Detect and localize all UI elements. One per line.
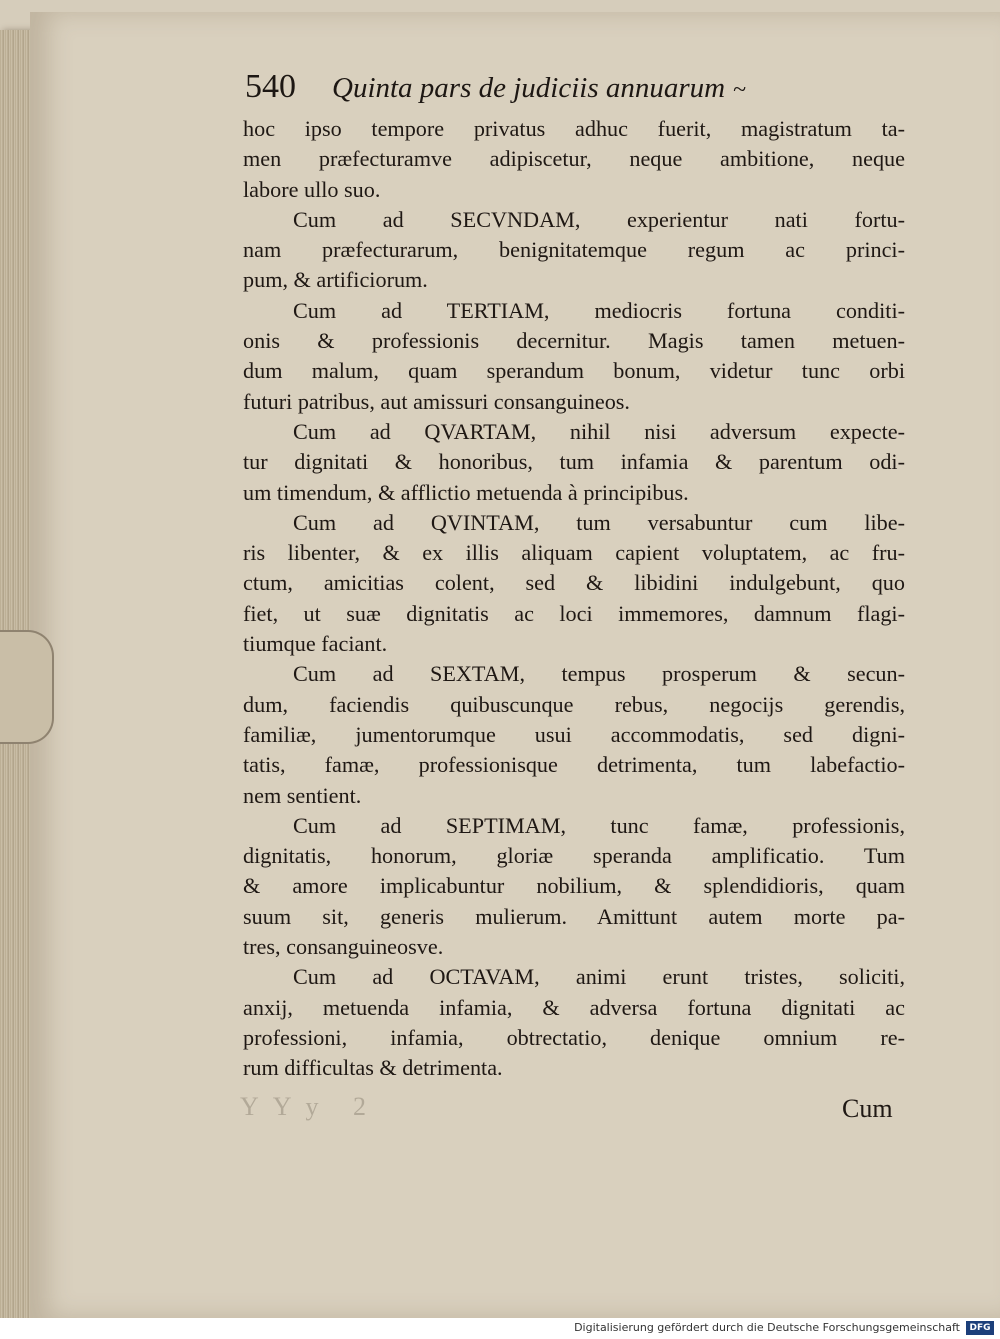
text-line: Cum ad QVINTAM, tum versabuntur cum libe- [293, 509, 905, 535]
text-line: futuri patribus, aut amissuri consanguineos. [243, 388, 630, 414]
bleed-through-signature: YYy 2 [240, 1092, 381, 1121]
paragraph [243, 962, 905, 1083]
paragraph [243, 508, 905, 659]
text-line: tres, consanguineosve. [243, 934, 444, 960]
body-text [243, 114, 905, 1084]
digitization-footer [0, 1318, 1000, 1339]
text-line: men præfecturamve adipiscetur, neque ambitione, neque [243, 146, 905, 172]
text-line: tur dignitati & honoribus, tum infamia & parentum odi- [243, 449, 905, 475]
text-line: Cum ad SEXTAM, tempus prosperum & secun- [293, 661, 905, 687]
footer-credit: Digitalisierung gefördert durch die Deutsche Forschungsgemeinschaft [574, 1321, 960, 1334]
running-title: Quinta pars de judiciis annuarum [332, 72, 726, 104]
text-line: ris libenter, & ex illis aliquam capient voluptatem, ac fru- [243, 540, 905, 566]
text-line: familiæ, jumentorumque usui accommodatis, sed digni- [243, 721, 905, 747]
text-line: Cum ad OCTAVAM, animi erunt tristes, soliciti, [293, 964, 905, 990]
page-tab-marker [0, 630, 54, 744]
text-line: hoc ipso tempore privatus adhuc fuerit, magistratum ta- [243, 116, 905, 141]
catchword: Cum [842, 1094, 893, 1123]
dfg-logo-icon: DFG [966, 1321, 994, 1335]
text-line: suum sit, generis mulierum. Amittunt autem morte pa- [243, 903, 905, 929]
text-line: dignitatis, honorum, gloriæ speranda amplificatio. Tum [243, 843, 905, 869]
flourish-ornament: ~ [733, 77, 747, 103]
text-line: tatis, famæ, professionisque detrimenta, tum labefactio- [243, 752, 905, 778]
text-line: & amore implicabuntur nobilium, & splendidioris, quam [243, 873, 905, 899]
text-line: pum, & artificiorum. [243, 267, 428, 293]
paragraph [243, 811, 905, 962]
text-line: nam præfecturarum, benignitatemque regum ac princi- [243, 237, 905, 263]
text-line: ctum, amicitias colent, sed & libidini indulgebunt, quo [243, 570, 905, 596]
paragraph [243, 417, 905, 508]
text-line: Cum ad SECVNDAM, experientur nati fortu- [293, 206, 905, 232]
text-line: dum, faciendis quibuscunque rebus, negocijs gerendis, [243, 691, 905, 717]
text-line: Cum ad TERTIAM, mediocris fortuna conditi- [293, 297, 905, 323]
text-line: anxij, metuenda infamia, & adversa fortuna dignitati ac [243, 994, 905, 1020]
text-line: nem sentient. [243, 782, 362, 808]
text-line: labore ullo suo. [243, 176, 381, 202]
page-number: 540 [245, 68, 296, 105]
text-line: onis & professionis decernitur. Magis tamen metuen- [243, 328, 905, 354]
text-line: Cum ad SEPTIMAM, tunc famæ, professionis, [293, 812, 905, 838]
text-line: rum difficultas & detrimenta. [243, 1055, 503, 1081]
paragraph [243, 659, 905, 810]
paragraph [243, 296, 905, 417]
text-line: professioni, infamia, obtrectatio, denique omnium re- [243, 1024, 905, 1050]
text-line: um timendum, & afflictio metuenda à principibus. [243, 479, 689, 505]
text-line: dum malum, quam sperandum bonum, videtur tunc orbi [243, 358, 905, 384]
text-line: tiumque faciant. [243, 631, 388, 657]
page-header [245, 68, 845, 106]
paragraph [243, 114, 905, 205]
text-line: fiet, ut suæ dignitatis ac loci immemores, damnum flagi- [243, 600, 905, 626]
text-line: Cum ad QVARTAM, nihil nisi adversum expecte- [293, 418, 905, 444]
paragraph [243, 205, 905, 296]
